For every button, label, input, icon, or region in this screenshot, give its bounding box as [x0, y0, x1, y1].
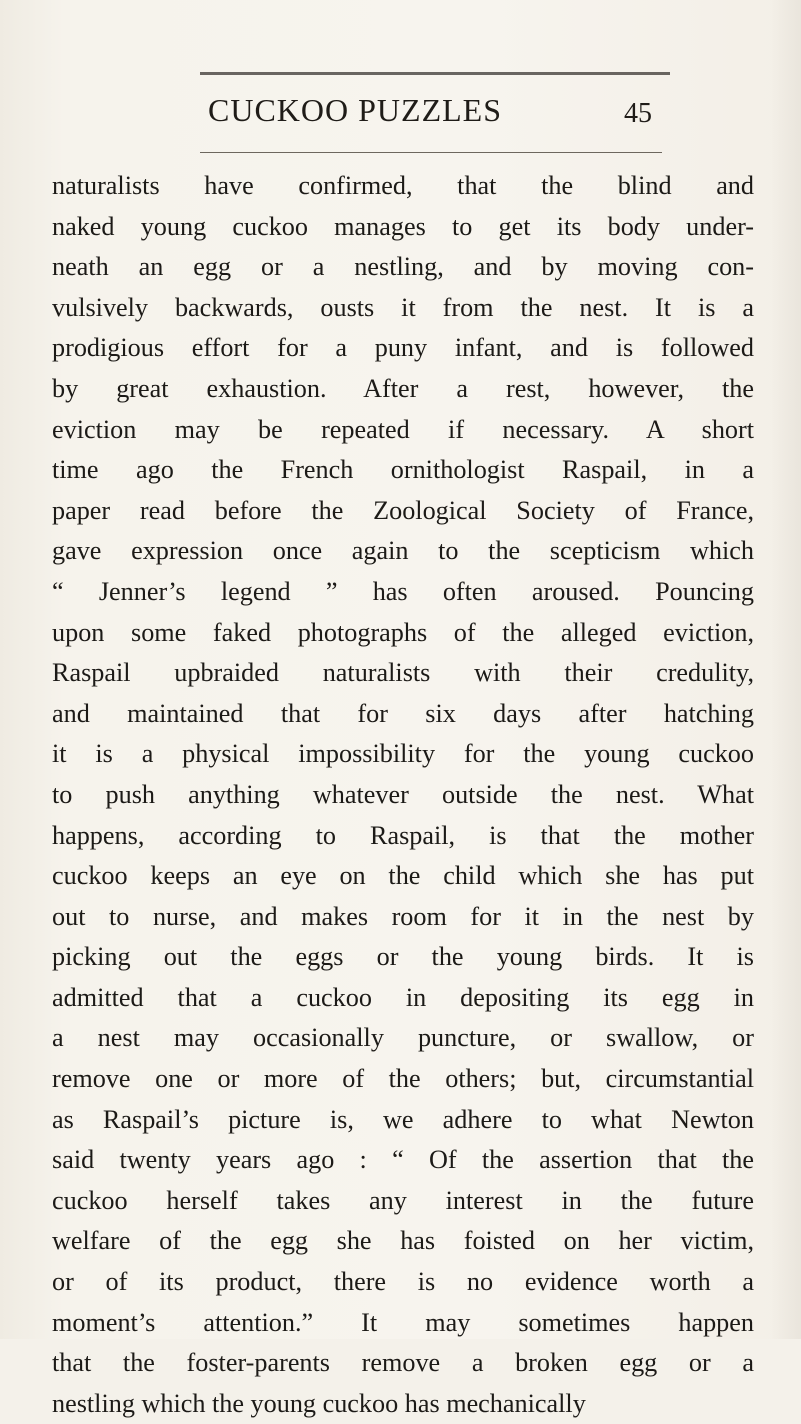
- text-line: eviction may be repeated if necessary. A short: [52, 414, 754, 444]
- text-line: naked young cuckoo manages to get its body under-: [52, 211, 754, 241]
- text-line: picking out the eggs or the young birds. It is: [52, 942, 754, 972]
- page-number: 45: [624, 98, 652, 129]
- text-line: prodigious effort for a puny infant, and is followed: [52, 333, 754, 363]
- text-line: “ Jenner’s legend ” has often aroused. Pouncing: [52, 576, 754, 606]
- text-line: vulsively backwards, ousts it from the nest. It is a: [52, 292, 754, 322]
- text-line: naturalists have confirmed, that the blind and: [52, 171, 754, 200]
- body-text: [52, 166, 754, 1424]
- text-line: Raspail upbraided naturalists with their credulity,: [52, 658, 754, 688]
- text-line: happens, according to Raspail, is that the mother: [52, 820, 754, 850]
- text-line: to push anything whatever outside the nest. What: [52, 779, 754, 809]
- text-line: a nest may occasionally puncture, or swallow, or: [52, 1023, 754, 1053]
- text-line: welfare of the egg she has foisted on her victim,: [52, 1226, 754, 1256]
- text-line: admitted that a cuckoo in depositing its egg in: [52, 982, 754, 1012]
- text-line: moment’s attention.” It may sometimes happen: [52, 1307, 754, 1337]
- text-line: said twenty years ago : “ Of the assertion that the: [52, 1145, 754, 1175]
- text-line: gave expression once again to the scepticism which: [52, 536, 754, 566]
- text-line: it is a physical impossibility for the young cuckoo: [52, 739, 754, 769]
- text-line: cuckoo herself takes any interest in the future: [52, 1185, 754, 1215]
- text-line: or of its product, there is no evidence worth a: [52, 1267, 754, 1297]
- text-line: remove one or more of the others; but, circumstantial: [52, 1064, 754, 1094]
- text-line: neath an egg or a nestling, and by moving con-: [52, 252, 754, 282]
- top-rule: [200, 72, 670, 75]
- page-header: [0, 88, 801, 132]
- text-line: out to nurse, and makes room for it in the nest by: [52, 901, 754, 931]
- text-line: cuckoo keeps an eye on the child which she has put: [52, 861, 754, 891]
- text-line: nestling which the young cuckoo has mechanically: [52, 1388, 586, 1418]
- running-head: CUCKOO PUZZLES: [208, 92, 503, 128]
- text-line: upon some faked photographs of the alleged eviction,: [52, 617, 754, 647]
- text-line: as Raspail’s picture is, we adhere to what Newton: [52, 1104, 754, 1134]
- text-line: that the foster-parents remove a broken egg or a: [52, 1348, 754, 1378]
- text-line: by great exhaustion. After a rest, however, the: [52, 373, 754, 403]
- page-edge-shadow: [771, 0, 801, 1339]
- header-rule: [200, 152, 662, 153]
- text-line: and maintained that for six days after hatching: [52, 698, 754, 728]
- text-line: paper read before the Zoological Society of France,: [52, 495, 754, 525]
- text-line: time ago the French ornithologist Raspail, in a: [52, 455, 754, 485]
